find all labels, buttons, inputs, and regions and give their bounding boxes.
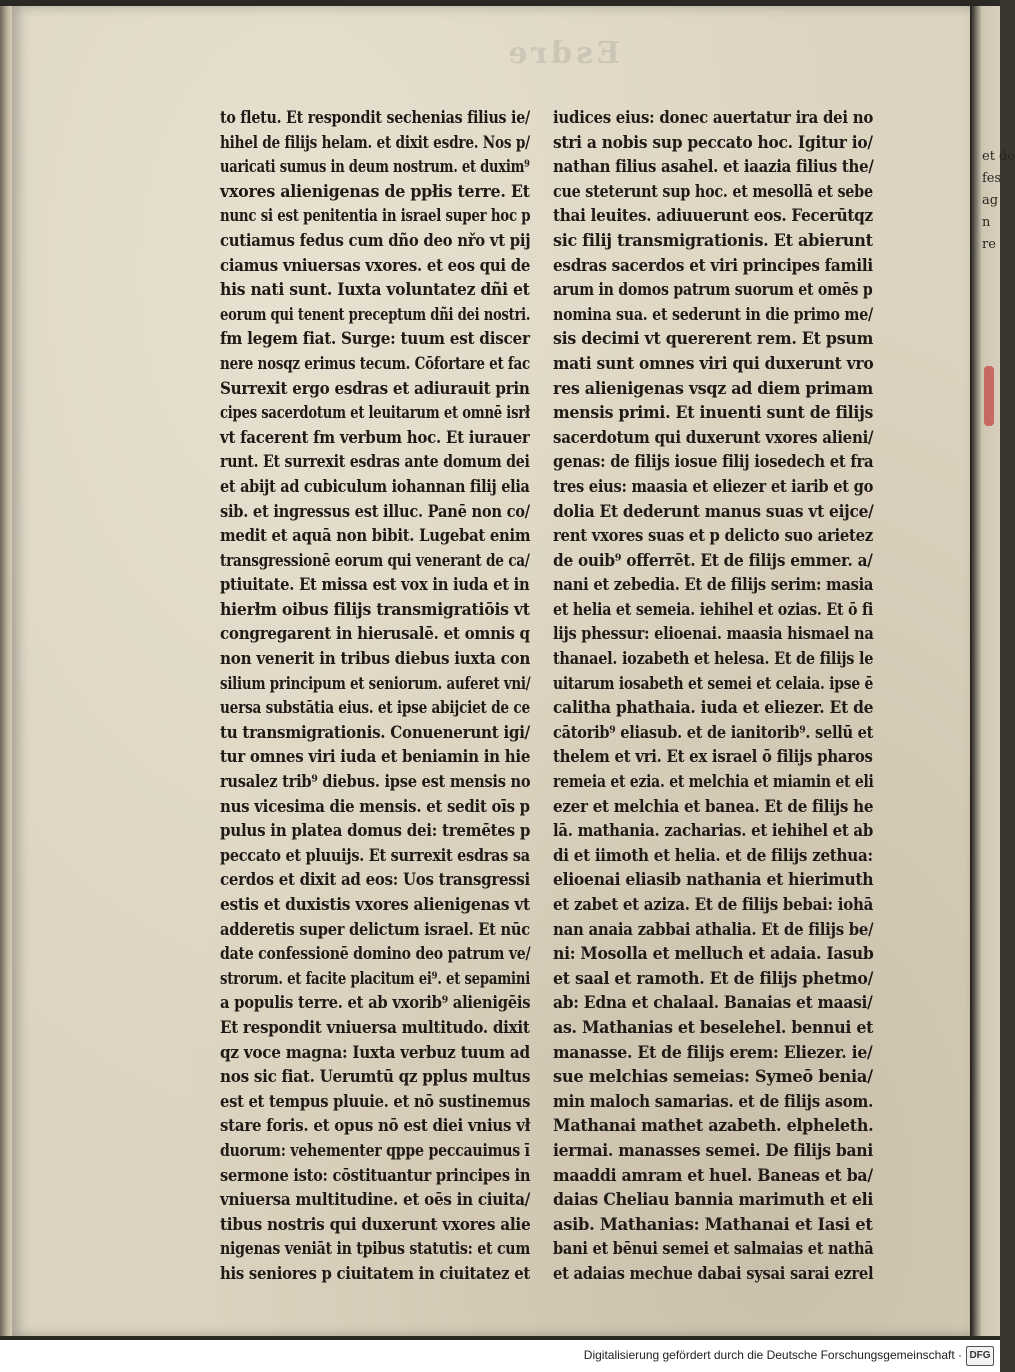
text-line: nos sic fiat. Uerumtū qz pplus multus — [220, 1067, 531, 1088]
dfg-credit-text: Digitalisierung gefördert durch die Deutsche Forschungsgemeinschaft · — [583, 1348, 962, 1362]
text-line: de ouib⁹ offerrēt. Et de filijs emmer. a/ — [553, 550, 873, 571]
text-line: duorum: vehementer qppe peccauimus ī — [220, 1140, 530, 1161]
text-line: eorum qui tenent preceptum dñi dei nostri. — [220, 304, 531, 325]
text-line: uaricati sumus in deum nostrum. et duxim⁹ — [220, 157, 530, 178]
text-line: genas: de filijs iosue filij iosedech et fra — [553, 452, 874, 473]
text-line: sib. et ingressus est illuc. Panē non co/ — [220, 501, 530, 522]
text-line: estis et duxistis vxores alienigenas vt — [220, 895, 530, 915]
digitization-footer — [0, 1340, 1000, 1372]
text-line: bani et bēnui semei et salmaias et nathā — [553, 1239, 874, 1260]
text-line: ezer et melchia et banea. Et de filijs he — [553, 796, 874, 817]
text-line: silium principum et seniorum. auferet vni/ — [220, 673, 531, 694]
text-line: Mathanai mathet azabeth. elpheleth. — [553, 1116, 874, 1137]
text-line: runt. Et surrexit esdras ante domum dei — [220, 452, 530, 473]
text-line: et helia et semeia. iehihel et ozias. Et ō fi — [553, 599, 874, 620]
dfg-logo-icon: DFG — [966, 1346, 994, 1366]
text-line: cerdos et dixit ad eos: Uos transgressi — [220, 870, 530, 891]
text-line: as. Mathanias et beselehel. bennui et — [553, 1017, 874, 1038]
text-line: cutiamus fedus cum dño deo nřo vt pij — [220, 230, 531, 251]
text-line: medit et aquā non bibit. Lugebat enim — [220, 526, 531, 547]
text-line: strorum. et facite placitum ei⁹. et sepamini — [220, 968, 531, 989]
page-gutter-edge — [0, 6, 12, 1336]
text-line: adderetis super delictum israel. Et nūc — [220, 919, 530, 940]
text-line: nomina sua. et sederunt in die primo me/ — [553, 304, 873, 325]
text-line: nan anaia zabbai athalia. Et de filijs be/ — [553, 919, 874, 940]
text-line: hierłm oibus filijs transmigratiōis vt — [220, 599, 530, 620]
text-line: his seniores p ciuitatem in ciuitatez et — [220, 1263, 531, 1284]
text-line: Surrexit ergo esdras et adiurauit prin — [220, 378, 530, 399]
text-line: ab: Edna et chalaal. Banaias et maasi/ — [553, 993, 873, 1014]
text-line: nus vicesima die mensis. et sedit oīs p — [220, 796, 530, 817]
text-line: nigenas veniāt in tpibus statutis: et cum — [220, 1239, 531, 1260]
text-line: tur omnes viri iuda et beniamin in hie — [220, 747, 531, 768]
text-line: tu transmigrationis. Conuenerunt igi/ — [220, 722, 530, 743]
text-line: maaddi amram et huel. Baneas et ba/ — [553, 1165, 873, 1186]
text-line: congregarent in hierusalē. et omnis q — [220, 624, 530, 645]
text-line: sic filij transmigrationis. Et abierunt — [553, 230, 873, 251]
text-line: et abijt ad cubiculum iohannan filij elia — [220, 476, 530, 497]
text-line: peccato et pluuijs. Et surrexit esdras sa — [220, 845, 530, 866]
text-line: rent vxores suas et p delicto suo arietez — [553, 526, 873, 547]
text-line: vniuersa multitudine. et oēs in ciuita/ — [220, 1190, 531, 1211]
text-line: tres eius: maasia et eliezer et iarib et go — [553, 476, 874, 497]
text-line: stare foris. et opus nō est diei vnius vł — [220, 1116, 531, 1137]
text-line: nunc si est penitentia in israel super hoc p — [220, 206, 531, 227]
text-line: tibus nostris qui duxerunt vxores alie — [220, 1214, 531, 1235]
text-line: res alienigenas vsqz ad diem primam — [553, 378, 874, 399]
text-line: calitha phathaia. iuda et eliezer. Et de — [553, 698, 874, 719]
text-line: transgressionē eorum qui venerant de ca/ — [220, 550, 530, 571]
text-line: stri a nobis sup peccato hoc. Igitur io/ — [553, 132, 873, 153]
text-line: date confessionē domino deo patrum ve/ — [220, 944, 531, 965]
text-line: iudices eius: donec auertatur ira dei no — [553, 108, 874, 128]
text-line: to fletu. Et respondit sechenias filius ie/ — [220, 108, 530, 128]
text-line: non venerit in tribus diebus iuxta con — [220, 649, 531, 670]
text-line: lijs phessur: elioenai. maasia hismael na — [553, 624, 874, 645]
text-line: dolia Et dederunt manus suas vt eijce/ — [553, 501, 874, 522]
text-line: manasse. Et de filijs erem: Eliezer. ie/ — [553, 1042, 873, 1063]
text-line: cipes sacerdotum et leuitarum et omnē isrł — [220, 403, 530, 424]
text-line: et zabet et aziza. Et de filijs bebai: iohā — [553, 895, 874, 915]
red-rubric-mark — [984, 366, 994, 426]
text-line: ni: Mosolla et melluch et adaia. Iasub — [553, 944, 874, 965]
text-line: elioenai eliasib nathania et hierimuth — [553, 870, 874, 891]
text-line: vt facerent fm verbum hoc. Et iurauer — [220, 427, 530, 448]
text-line: fm legem fiat. Surge: tuum est discer — [220, 329, 530, 350]
text-line: cue steterunt sup hoc. et mesollā et sebe — [553, 181, 873, 202]
text-line: hihel de filijs helam. et dixit esdre. Nos p/ — [220, 132, 530, 153]
text-line: et adaias mechue dabai sysai sarai ezrel — [553, 1263, 874, 1284]
text-line: mensis primi. Et inuenti sunt de filijs — [553, 403, 874, 424]
text-line: cātorib⁹ eliasub. et de ianitorib⁹. sellū et — [553, 722, 874, 743]
text-line: a populis terre. et ab vxorib⁹ alienigēis — [220, 993, 531, 1014]
text-line: thanael. iozabeth et helesa. Et de filijs le — [553, 649, 874, 670]
text-line: thelem et vri. Et ex israel ō filijs pharos — [553, 747, 873, 768]
text-line: nathan filius asahel. et iaazia filius the/ — [553, 157, 874, 178]
text-line: thai leuites. adiuuerunt eos. Fecerūtqz — [553, 206, 873, 227]
text-line: Et respondit vniuersa multitudo. dixit — [220, 1017, 530, 1038]
text-line: sis decimi vt quererent rem. Et psum — [553, 329, 874, 350]
text-line: rusalez trib⁹ diebus. ipse est mensis no — [220, 772, 531, 793]
text-column-left — [220, 106, 530, 1287]
text-line: lā. mathania. zacharias. et iehihel et ab — [553, 821, 873, 842]
text-line: min maloch samarias. et de filijs asom. — [553, 1091, 874, 1112]
text-line: his nati sunt. Iuxta voluntatez dñi et — [220, 280, 530, 301]
text-line: est et tempus pluuie. et nō sustinemus — [220, 1091, 531, 1112]
bleed-through-running-head: Esdre — [504, 36, 620, 71]
text-line: qz voce magna: Iuxta verbuz tuum ad — [220, 1042, 530, 1063]
text-line: remeia et ezia. et melchia et miamin et eli — [553, 772, 874, 793]
text-line: iermai. manasses semei. De filijs bani — [553, 1140, 874, 1161]
text-line: pulus in platea domus dei: tremētes p — [220, 821, 531, 842]
text-line: uitarum iosabeth et semei et celaia. ipse ē — [553, 673, 874, 694]
adjacent-page-text-fragment: et do fes ag n re — [982, 149, 1015, 252]
text-line: daias Cheliau bannia marimuth et eli — [553, 1190, 874, 1211]
text-line: ciamus vniuersas vxores. et eos qui de — [220, 255, 531, 276]
text-line: sacerdotum qui duxerunt vxores alieni/ — [553, 427, 874, 448]
text-line: nani et zebedia. Et de filijs serim: masia — [553, 575, 874, 596]
text-line: vxores alienigenas de ppłis terre. Et — [220, 181, 530, 202]
adjacent-page-edge — [970, 6, 1015, 1336]
text-line: et saal et ramoth. Et de filijs phetmo/ — [553, 968, 874, 989]
text-column-right — [553, 106, 873, 1287]
text-line: di et iimoth et helia. et de filijs zethua: — [553, 845, 873, 866]
text-line: esdras sacerdos et viri principes famili — [553, 255, 873, 276]
text-line: arum in domos patrum suorum et omēs p — [553, 280, 873, 301]
text-line: mati sunt omnes viri qui duxerunt vro — [553, 353, 874, 374]
text-line: asib. Mathanias: Mathanai et Iasi et — [553, 1214, 873, 1235]
text-line: sermone isto: cōstituantur principes in — [220, 1165, 531, 1186]
text-line: nere nosqz erimus tecum. Cōfortare et fac — [220, 353, 530, 374]
text-line: sue melchias semeias: Symeō benia/ — [553, 1067, 873, 1088]
text-line: uersa substātia eius. et ipse abijciet de ce — [220, 698, 530, 719]
text-line: ptiuitate. Et missa est vox in iuda et in — [220, 575, 530, 596]
